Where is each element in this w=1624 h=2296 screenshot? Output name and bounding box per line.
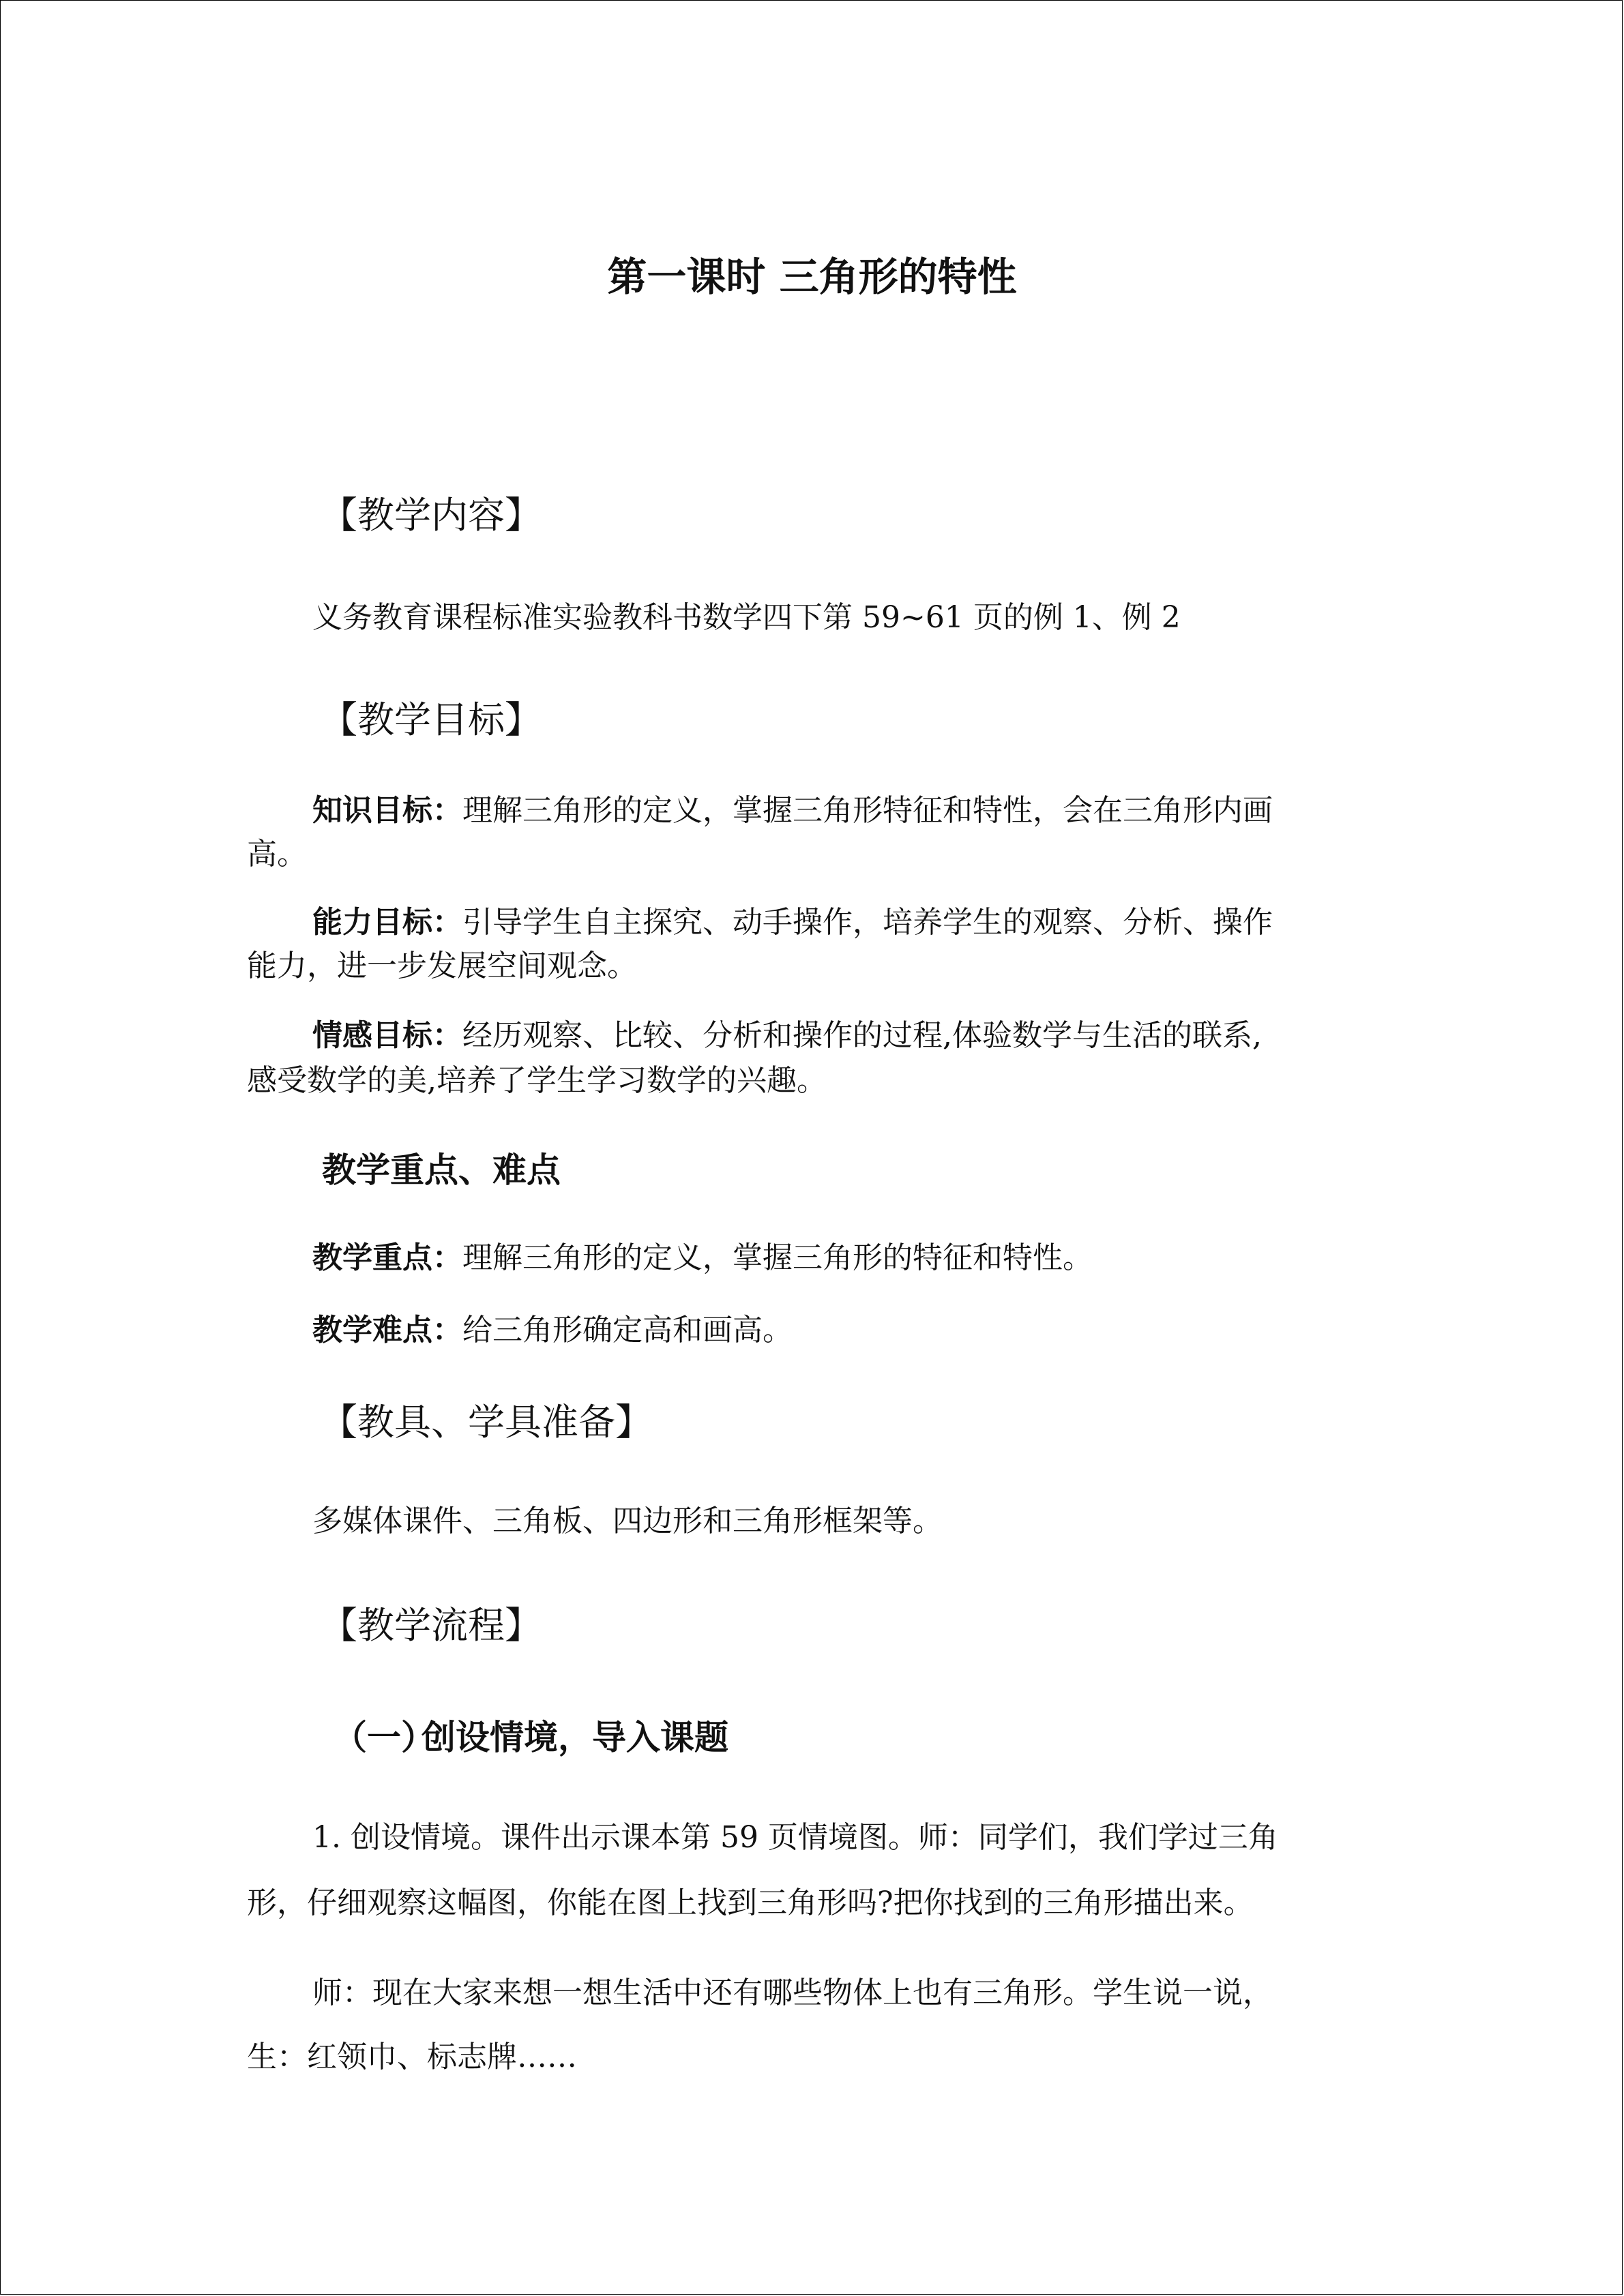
paragraph-2-line1: 师：现在大家来想一想生活中还有哪些物体上也有三角形。学生说一说， <box>312 1976 1273 2010</box>
section-heading-key-points: 教学重点、难点 <box>322 1150 561 1190</box>
focus-text: 理解三角形的定义，掌握三角形的特征和特性。 <box>462 1240 1093 1275</box>
page-title: 第一课时 三角形的特性 <box>607 254 1017 300</box>
section-heading-goals: 【教学目标】 <box>321 698 542 741</box>
section-heading-process: 【教学流程】 <box>321 1604 542 1647</box>
knowledge-goal-text: 理解三角形的定义，掌握三角形特征和特性，会在三角形内画 <box>462 793 1273 828</box>
knowledge-goal-line1 <box>312 788 1273 833</box>
difficulty-label: 教学难点： <box>312 1313 462 1347</box>
knowledge-goal-label: 知识目标： <box>312 793 462 828</box>
paragraph-1-line1: 1. 创设情境。课件出示课本第 59 页情境图。师：同学们，我们学过三角 <box>312 1820 1278 1855</box>
focus-line <box>312 1236 1093 1281</box>
difficulty-text: 给三角形确定高和画高。 <box>462 1313 793 1347</box>
difficulty-line <box>312 1308 793 1353</box>
emotion-goal-line2: 感受数学的美,培养了学生学习数学的兴趣。 <box>247 1063 827 1098</box>
ability-goal-text: 引导学生自主探究、动手操作，培养学生的观察、分析、操作 <box>462 905 1273 940</box>
emotion-goal-label: 情感目标： <box>312 1018 462 1053</box>
section-heading-content: 【教学内容】 <box>321 494 542 537</box>
step-one-title: 创设情境，导入课题 <box>422 1718 728 1757</box>
content-text: 义务教育课程标准实验教科书数学四下第 59~61 页的例 1、例 2 <box>312 600 1181 635</box>
knowledge-goal-line2: 高。 <box>247 837 307 871</box>
ability-goal-line2: 能力，进一步发展空间观念。 <box>247 949 637 983</box>
section-heading-materials: 【教具、学具准备】 <box>321 1401 652 1444</box>
ability-goal-label: 能力目标： <box>312 905 462 940</box>
emotion-goal-text: 经历观察、比较、分析和操作的过程,体验数学与生活的联系, <box>462 1018 1262 1053</box>
focus-label: 教学重点： <box>312 1240 462 1275</box>
step-one-number: （一） <box>333 1718 435 1757</box>
paragraph-2-line2: 生：红领巾、标志牌…… <box>247 2040 577 2074</box>
emotion-goal-line1 <box>312 1013 1262 1058</box>
step-one-heading <box>333 1710 728 1765</box>
materials-text: 多媒体课件、三角板、四边形和三角形框架等。 <box>312 1504 943 1538</box>
paragraph-1-line2: 形，仔细观察这幅图，你能在图上找到三角形吗?把你找到的三角形描出来。 <box>247 1885 1254 1920</box>
ability-goal-line1 <box>312 900 1273 945</box>
